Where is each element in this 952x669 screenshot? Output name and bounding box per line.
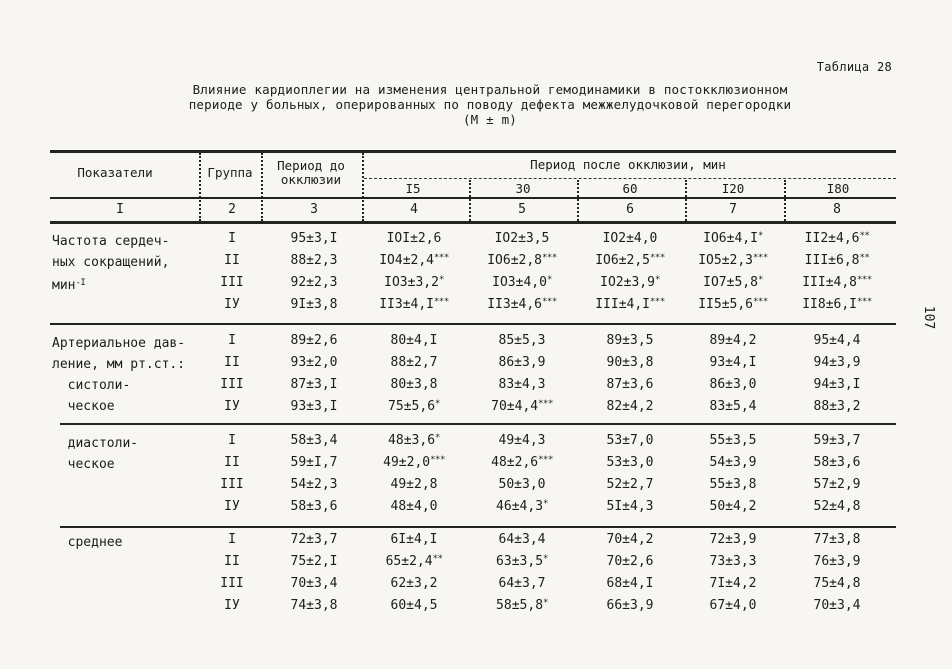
- column-number: 4: [410, 202, 418, 217]
- header-rule: [50, 197, 896, 199]
- before-occlusion-cell: 88±2,3: [290, 253, 338, 268]
- value-cell: [595, 297, 665, 312]
- group-cell: IУ: [224, 499, 240, 514]
- value-cell: [600, 275, 660, 290]
- value-cell: [603, 231, 658, 246]
- value-text: 75±5,6: [388, 399, 436, 414]
- group-cell: III: [220, 576, 244, 591]
- significance-mark: ***: [857, 275, 872, 285]
- value-cell: [607, 499, 654, 514]
- before-occlusion-cell: 74±3,8: [290, 598, 338, 613]
- column-separator: [199, 153, 201, 221]
- value-text: IO3±4,0: [492, 275, 547, 290]
- value-text: 83±4,3: [498, 377, 546, 392]
- column-number: 2: [228, 202, 236, 217]
- value-cell: [814, 554, 861, 569]
- caption-line: Влияние кардиоплегии на изменения центральной гемодинамики в постокклюзионном: [192, 82, 788, 97]
- value-text: 83±5,4: [709, 399, 757, 414]
- value-cell: [805, 231, 870, 246]
- value-text: 52±2,7: [606, 477, 654, 492]
- value-text: 7I±4,2: [709, 576, 757, 591]
- header-minute: I20: [721, 181, 745, 196]
- value-cell: [379, 253, 449, 268]
- before-occlusion-cell: 92±2,3: [290, 275, 338, 290]
- value-cell: [499, 532, 546, 547]
- header-minute: 60: [622, 181, 638, 196]
- value-text: 88±3,2: [813, 399, 861, 414]
- column-number: 3: [310, 202, 318, 217]
- before-occlusion-cell: 87±3,I: [290, 377, 338, 392]
- value-cell: [391, 598, 438, 613]
- value-cell: [391, 355, 438, 370]
- significance-mark: ***: [538, 399, 553, 409]
- header-group: Группа: [207, 165, 253, 180]
- value-text: 85±5,3: [498, 333, 546, 348]
- value-cell: [710, 377, 757, 392]
- value-cell: [595, 253, 665, 268]
- significance-mark: ***: [753, 297, 768, 307]
- header-before-line: Период до: [277, 158, 345, 173]
- table-top-rule: [50, 150, 896, 153]
- value-text: 48±2,6: [491, 455, 539, 470]
- value-cell: [710, 499, 757, 514]
- value-text: 89±3,5: [606, 333, 654, 348]
- before-occlusion-cell: 9I±3,8: [290, 297, 338, 312]
- value-cell: [383, 455, 445, 470]
- group-cell: IУ: [224, 297, 240, 312]
- value-cell: [814, 598, 861, 613]
- section-label: [52, 532, 122, 553]
- value-text: 58±5,8: [496, 598, 544, 613]
- value-text: 67±4,0: [709, 598, 757, 613]
- value-text: 80±4,I: [390, 333, 438, 348]
- section-label-line: диастоли-: [52, 436, 139, 451]
- value-text: 60±4,5: [390, 598, 438, 613]
- value-text: 86±3,0: [709, 377, 757, 392]
- value-cell: [391, 377, 438, 392]
- value-cell: [499, 576, 546, 591]
- value-cell: [710, 598, 757, 613]
- significance-mark: ***: [434, 253, 449, 263]
- value-text: 58±3,6: [813, 455, 861, 470]
- before-occlusion-cell: 95±3,I: [290, 231, 338, 246]
- section-label: [52, 333, 185, 417]
- value-cell: [386, 554, 443, 569]
- section-label-line: ческое: [52, 399, 115, 414]
- before-occlusion-cell: 75±2,I: [290, 554, 338, 569]
- section-label-line: Частота сердеч-: [52, 234, 170, 249]
- group-cell: II: [224, 253, 240, 268]
- significance-mark: ***: [434, 297, 449, 307]
- value-cell: [607, 377, 654, 392]
- value-cell: [387, 231, 442, 246]
- value-cell: [496, 554, 548, 569]
- value-cell: [487, 253, 557, 268]
- column-separator: [685, 180, 687, 221]
- group-cell: II: [224, 455, 240, 470]
- value-text: 65±2,4: [385, 554, 433, 569]
- before-occlusion-cell: 58±3,6: [290, 499, 338, 514]
- value-cell: [384, 275, 444, 290]
- value-cell: [388, 399, 440, 414]
- value-cell: [814, 355, 861, 370]
- value-cell: [491, 399, 553, 414]
- significance-mark: *: [435, 399, 440, 409]
- significance-mark: ***: [538, 455, 553, 465]
- value-cell: [814, 455, 861, 470]
- significance-mark: ***: [650, 253, 665, 263]
- group-cell: II: [224, 554, 240, 569]
- significance-mark: *: [546, 275, 552, 285]
- value-text: 55±3,5: [709, 433, 757, 448]
- before-occlusion-cell: 93±3,I: [290, 399, 338, 414]
- value-cell: [814, 399, 861, 414]
- value-text: 64±3,4: [498, 532, 546, 547]
- group-cell: III: [220, 275, 244, 290]
- value-text: 77±3,8: [813, 532, 861, 547]
- section-label-line-wrap: [52, 273, 169, 296]
- value-cell: [388, 433, 440, 448]
- value-text: 48±4,0: [390, 499, 438, 514]
- value-text: III±4,8: [802, 275, 858, 290]
- value-text: 70±4,4: [491, 399, 539, 414]
- header-minute: I5: [405, 181, 421, 196]
- value-text: IO4±2,4: [379, 253, 435, 268]
- value-text: 80±3,8: [390, 377, 438, 392]
- before-occlusion-cell: 72±3,7: [290, 532, 338, 547]
- value-text: 54±3,9: [709, 455, 757, 470]
- value-text: II3±4,6: [487, 297, 543, 312]
- value-cell: [703, 231, 763, 246]
- value-text: IO7±5,8: [703, 275, 758, 290]
- significance-mark: ***: [753, 253, 768, 263]
- value-cell: [607, 477, 654, 492]
- significance-mark: *: [757, 231, 763, 241]
- section-label-line: ных сокращений,: [52, 255, 170, 270]
- value-text: 55±3,8: [709, 477, 757, 492]
- significance-mark: *: [438, 275, 444, 285]
- value-cell: [710, 433, 757, 448]
- value-cell: [499, 477, 546, 492]
- header-split-rule: [364, 178, 896, 179]
- section-label-line: среднее: [52, 535, 123, 550]
- column-separator: [577, 180, 579, 221]
- value-text: 95±4,4: [813, 333, 861, 348]
- value-cell: [607, 455, 654, 470]
- value-cell: [607, 399, 654, 414]
- value-cell: [814, 499, 861, 514]
- value-cell: [607, 532, 654, 547]
- value-text: 70±2,6: [606, 554, 654, 569]
- value-cell: [698, 297, 768, 312]
- caption-line: (М ± m): [462, 112, 518, 127]
- value-cell: [710, 477, 757, 492]
- column-separator: [469, 180, 471, 221]
- value-text: 66±3,9: [606, 598, 654, 613]
- value-cell: [710, 355, 757, 370]
- value-text: 73±3,3: [709, 554, 757, 569]
- column-separator: [784, 180, 786, 221]
- value-cell: [391, 477, 438, 492]
- column-number: 5: [518, 202, 526, 217]
- significance-mark: ***: [430, 455, 445, 465]
- value-text: 63±3,5: [496, 554, 544, 569]
- group-cell: III: [220, 377, 244, 392]
- value-text: 82±4,2: [606, 399, 654, 414]
- value-text: 89±4,2: [709, 333, 757, 348]
- significance-mark: *: [543, 499, 548, 509]
- header-after-occlusion: Период после окклюзии, мин: [530, 157, 726, 172]
- value-cell: [814, 532, 861, 547]
- header-indicators: Показатели: [77, 165, 153, 180]
- value-cell: [703, 275, 763, 290]
- value-text: 53±7,0: [606, 433, 654, 448]
- group-cell: I: [228, 333, 236, 348]
- value-cell: [391, 532, 438, 547]
- value-cell: [710, 554, 757, 569]
- significance-mark: **: [432, 554, 443, 564]
- value-text: 70±3,4: [813, 598, 861, 613]
- value-cell: [487, 297, 557, 312]
- value-cell: [607, 355, 654, 370]
- value-text: 94±3,I: [813, 377, 861, 392]
- value-text: III±6,8: [804, 253, 860, 268]
- significance-mark: ***: [857, 297, 872, 307]
- page-number: 107: [920, 305, 936, 330]
- value-cell: [814, 377, 861, 392]
- value-text: 88±2,7: [390, 355, 438, 370]
- significance-mark: ***: [650, 297, 665, 307]
- value-cell: [492, 275, 552, 290]
- section-label-line: Артериальное дав-: [52, 336, 186, 351]
- before-occlusion-cell: 93±2,0: [290, 355, 338, 370]
- group-cell: I: [228, 532, 236, 547]
- value-text: 52±4,8: [813, 499, 861, 514]
- value-text: III±4,I: [595, 297, 651, 312]
- section-label-line: ление, мм рт.ст.:: [52, 357, 186, 372]
- value-text: 87±3,6: [606, 377, 654, 392]
- value-text: 5I±4,3: [606, 499, 654, 514]
- header-before-line: окклюзии: [280, 172, 342, 187]
- value-text: 86±3,9: [498, 355, 546, 370]
- value-text: 50±4,2: [709, 499, 757, 514]
- value-cell: [491, 455, 553, 470]
- value-text: 70±4,2: [606, 532, 654, 547]
- significance-mark: ***: [542, 297, 557, 307]
- value-cell: [496, 598, 548, 613]
- value-text: IO2±4,0: [602, 231, 658, 246]
- significance-mark: **: [859, 253, 870, 263]
- value-cell: [499, 333, 546, 348]
- value-text: 75±4,8: [813, 576, 861, 591]
- section-rule: [60, 526, 896, 528]
- value-cell: [814, 433, 861, 448]
- column-number: 7: [729, 202, 737, 217]
- section-rule: [60, 423, 896, 425]
- column-separator: [261, 153, 263, 221]
- value-text: 48±3,6: [388, 433, 436, 448]
- value-text: II5±5,6: [698, 297, 754, 312]
- header-minute: I80: [826, 181, 850, 196]
- column-separator: [362, 153, 364, 221]
- significance-mark: *: [654, 275, 660, 285]
- value-cell: [710, 399, 757, 414]
- value-text: 49±2,0: [383, 455, 431, 470]
- before-occlusion-cell: 89±2,6: [290, 333, 338, 348]
- value-text: 93±4,I: [709, 355, 757, 370]
- value-text: 46±4,3: [496, 499, 544, 514]
- header-minute: 30: [515, 181, 531, 196]
- before-occlusion-cell: 54±2,3: [290, 477, 338, 492]
- table-caption: [100, 82, 880, 127]
- value-cell: [710, 333, 757, 348]
- value-cell: [802, 297, 872, 312]
- value-cell: [607, 333, 654, 348]
- section-label-line: мин: [52, 278, 76, 293]
- value-text: 90±3,8: [606, 355, 654, 370]
- value-cell: [802, 275, 872, 290]
- value-text: IO2±3,9: [600, 275, 655, 290]
- value-cell: [698, 253, 768, 268]
- significance-mark: ***: [542, 253, 557, 263]
- value-cell: [805, 253, 870, 268]
- section-label: [52, 231, 169, 296]
- value-text: IO2±3,5: [494, 231, 550, 246]
- value-text: 50±3,0: [498, 477, 546, 492]
- value-text: II2±4,6: [804, 231, 860, 246]
- value-text: IOI±2,6: [386, 231, 442, 246]
- value-text: IO6±2,5: [595, 253, 651, 268]
- value-cell: [710, 532, 757, 547]
- section-label-line: систоли-: [52, 378, 131, 393]
- section-label: [52, 433, 138, 475]
- value-cell: [391, 333, 438, 348]
- column-numbers-rule: [50, 221, 896, 224]
- before-occlusion-cell: 58±3,4: [290, 433, 338, 448]
- value-text: 68±4,I: [606, 576, 654, 591]
- value-text: 49±2,8: [390, 477, 438, 492]
- value-cell: [814, 576, 861, 591]
- value-text: 62±3,2: [390, 576, 438, 591]
- value-cell: [814, 477, 861, 492]
- value-cell: [391, 499, 438, 514]
- value-cell: [391, 576, 438, 591]
- group-cell: II: [224, 355, 240, 370]
- value-cell: [710, 455, 757, 470]
- value-cell: [607, 433, 654, 448]
- table-label: Таблица 28: [816, 60, 892, 74]
- value-text: 49±4,3: [498, 433, 546, 448]
- value-cell: [607, 598, 654, 613]
- value-text: 64±3,7: [498, 576, 546, 591]
- value-text: II8±6,I: [802, 297, 858, 312]
- group-cell: IУ: [224, 399, 240, 414]
- value-text: IO6±2,8: [487, 253, 543, 268]
- value-text: 6I±4,I: [390, 532, 438, 547]
- value-text: 94±3,9: [813, 355, 861, 370]
- value-text: II3±4,I: [379, 297, 435, 312]
- significance-mark: *: [543, 554, 548, 564]
- group-cell: I: [228, 231, 236, 246]
- value-text: 76±3,9: [813, 554, 861, 569]
- value-cell: [607, 576, 654, 591]
- before-occlusion-cell: 70±3,4: [290, 576, 338, 591]
- value-text: IO3±3,2: [384, 275, 439, 290]
- value-cell: [499, 355, 546, 370]
- value-cell: [710, 576, 757, 591]
- value-cell: [379, 297, 449, 312]
- value-cell: [499, 377, 546, 392]
- before-occlusion-cell: 59±I,7: [290, 455, 338, 470]
- value-text: 53±3,0: [606, 455, 654, 470]
- section-rule: [50, 323, 896, 325]
- group-cell: I: [228, 433, 236, 448]
- column-number: 8: [833, 202, 841, 217]
- value-cell: [607, 554, 654, 569]
- header-before-occlusion: [277, 159, 345, 187]
- group-cell: IУ: [224, 598, 240, 613]
- caption-line: периоде у больных, оперированных по поводу дефекта межжелудочковой перегородки: [188, 97, 792, 112]
- value-cell: [495, 231, 550, 246]
- column-number: 6: [626, 202, 634, 217]
- column-number: I: [116, 202, 124, 217]
- value-text: IO6±4,I: [703, 231, 758, 246]
- significance-mark: *: [435, 433, 440, 443]
- section-label-superscript: -I: [75, 278, 86, 288]
- significance-mark: **: [859, 231, 870, 241]
- group-cell: III: [220, 477, 244, 492]
- significance-mark: *: [757, 275, 763, 285]
- value-text: 59±3,7: [813, 433, 861, 448]
- value-cell: [496, 499, 548, 514]
- section-label-line: ческое: [52, 457, 115, 472]
- significance-mark: *: [543, 598, 548, 608]
- value-text: 57±2,9: [813, 477, 861, 492]
- value-text: 72±3,9: [709, 532, 757, 547]
- value-cell: [814, 333, 861, 348]
- value-text: IO5±2,3: [698, 253, 754, 268]
- value-cell: [499, 433, 546, 448]
